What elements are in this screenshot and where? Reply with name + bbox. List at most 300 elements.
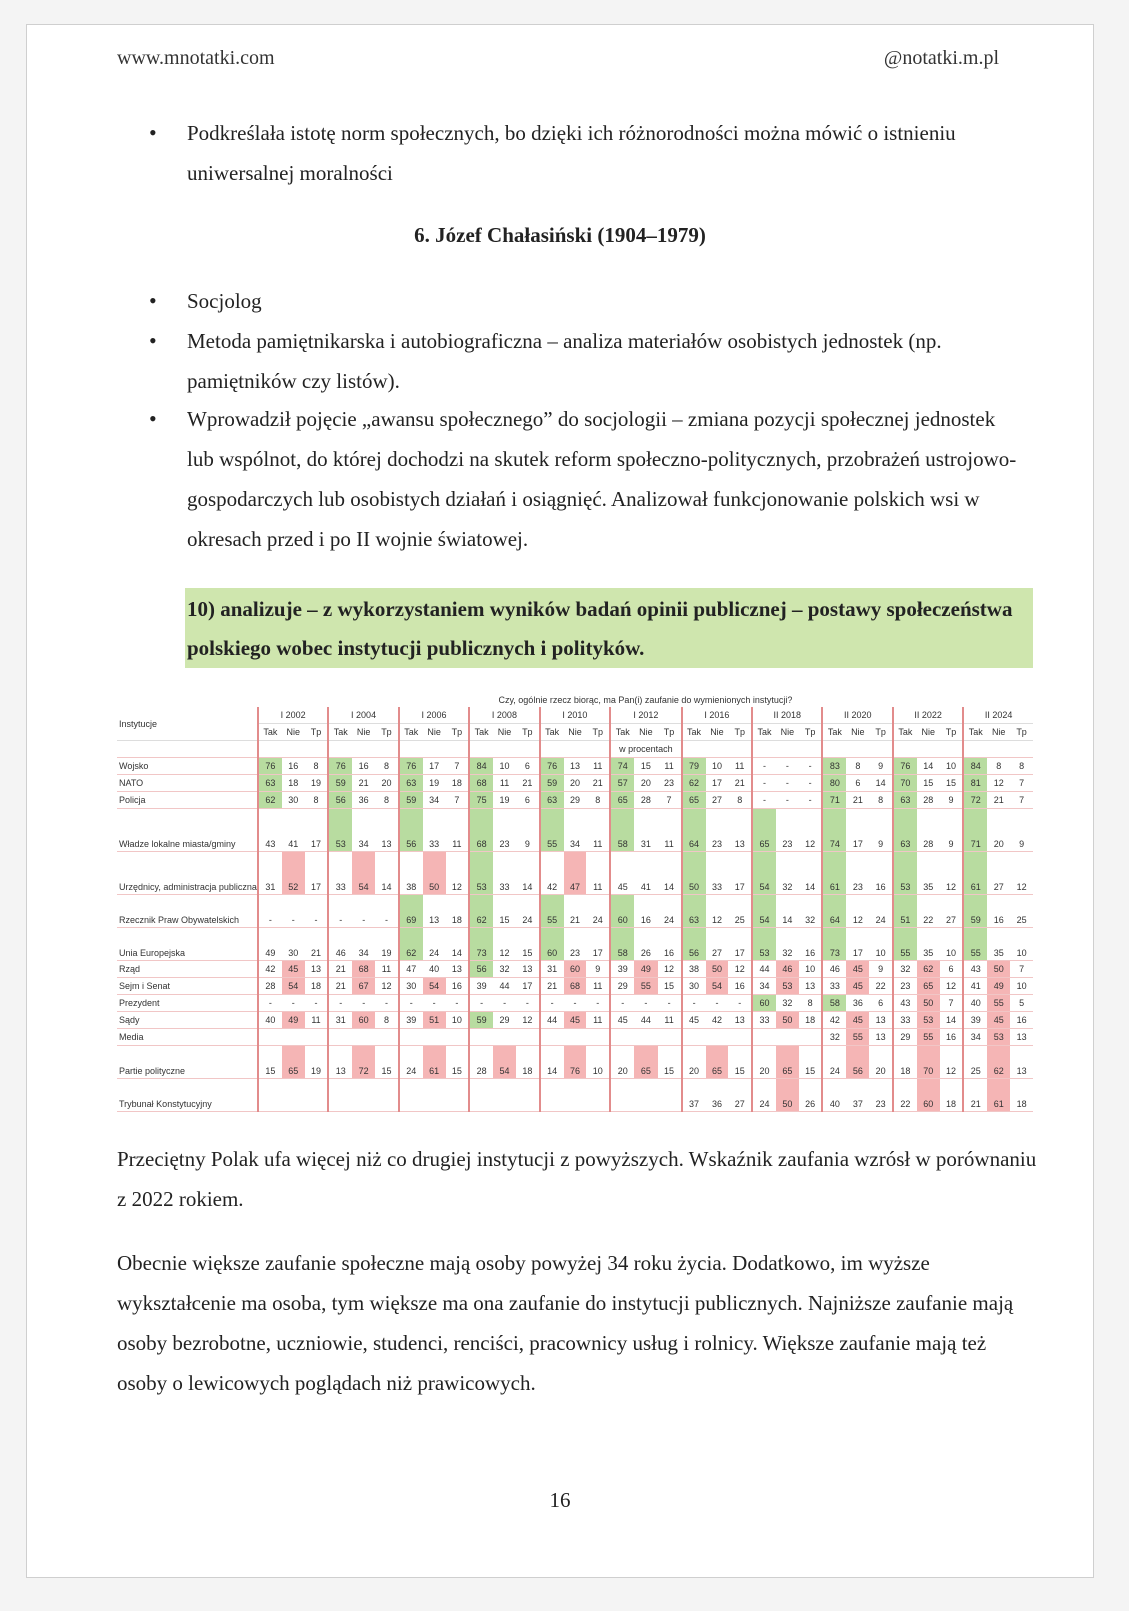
table-cell	[493, 1029, 516, 1046]
table-cell: 45	[610, 852, 634, 895]
table-cell: -	[540, 995, 564, 1012]
table-cell: 53	[776, 978, 799, 995]
table-cell	[305, 1029, 329, 1046]
table-cell: 49	[634, 961, 657, 978]
table-cell: 59	[540, 775, 564, 792]
table-cell: 8	[869, 792, 893, 809]
table-cell: 76	[893, 758, 917, 775]
subcol-header: Nie	[776, 724, 799, 741]
table-cell: 34	[963, 1029, 987, 1046]
table-cell: 46	[776, 961, 799, 978]
table-cell: 21	[540, 978, 564, 995]
table-cell: 14	[917, 758, 940, 775]
table-cell: 23	[564, 928, 587, 961]
table-cell: 13	[1010, 1046, 1033, 1079]
table-cell: 63	[399, 775, 423, 792]
table-cell: 68	[469, 809, 493, 852]
table-cell: 76	[328, 758, 352, 775]
table-cell: 45	[564, 1012, 587, 1029]
table-cell: 36	[706, 1079, 729, 1112]
table-cell: 11	[493, 775, 516, 792]
subcol-header: Tak	[963, 724, 987, 741]
table-cell: 10	[940, 928, 964, 961]
table-cell: -	[375, 995, 399, 1012]
table-row	[117, 758, 1033, 775]
table-cell: 30	[282, 928, 305, 961]
table-cell: 28	[917, 792, 940, 809]
bullet-text: Wprowadził pojęcie „awansu społecznego” do socjologii – zmiana pozycji społecznej jednostek lub wspólnot, do której dochodzi na skutek reform społeczno-politycznych, przobrażeń ustrojowo-gospodarczych lub osobistych działań i osiągnięć. Analizował funkcjonowanie polskich wsi w okresach przed i po II wojnie światowej.	[187, 407, 1017, 551]
institution-name: Trybunał Konstytucyjny	[117, 1079, 258, 1112]
table-cell: 15	[917, 775, 940, 792]
table-cell: -	[516, 995, 540, 1012]
table-cell: 45	[846, 1012, 869, 1029]
bullet-item	[149, 399, 1027, 559]
table-row	[117, 775, 1033, 792]
table-cell: 44	[752, 961, 776, 978]
table-cell: 20	[564, 775, 587, 792]
table-row	[117, 895, 1033, 928]
table-cell: 8	[1010, 758, 1033, 775]
table-cell: 8	[375, 758, 399, 775]
table-cell: 20	[752, 1046, 776, 1079]
table-cell: 17	[728, 852, 752, 895]
table-cell: 45	[987, 1012, 1010, 1029]
table-cell: -	[752, 775, 776, 792]
section-heading: 6. Józef Chałasiński (1904–1979)	[414, 223, 706, 247]
table-cell: -	[799, 775, 823, 792]
table-row	[117, 809, 1033, 852]
table-cell: 34	[352, 928, 375, 961]
table-cell	[446, 1079, 470, 1112]
table-cell: 65	[682, 792, 706, 809]
table-cell: 63	[893, 809, 917, 852]
table-cell: 22	[893, 1079, 917, 1112]
table-cell: 7	[940, 995, 964, 1012]
bullet-text: Podkreślała istotę norm społecznych, bo dzięki ich różnorodności można mówić o istnieniu uniwersalnej moralności	[187, 121, 956, 185]
table-cell: 26	[799, 1079, 823, 1112]
table-cell: 29	[564, 792, 587, 809]
table-row	[117, 995, 1033, 1012]
table-cell: 13	[423, 895, 446, 928]
subcol-header: Tp	[446, 724, 470, 741]
table-cell: -	[328, 895, 352, 928]
table-cell: 21	[516, 775, 540, 792]
subcol-header: Tp	[516, 724, 540, 741]
institution-name: Partie polityczne	[117, 1046, 258, 1079]
table-cell: 35	[917, 852, 940, 895]
table-cell: 32	[776, 995, 799, 1012]
table-cell: 25	[1010, 895, 1033, 928]
table-cell	[799, 1029, 823, 1046]
table-cell: 23	[706, 809, 729, 852]
table-cell: -	[752, 758, 776, 775]
table-cell: 8	[728, 792, 752, 809]
table-cell: 9	[516, 809, 540, 852]
table-cell: 33	[752, 1012, 776, 1029]
table-cell: 33	[423, 809, 446, 852]
table-cell: 17	[305, 852, 329, 895]
table-cell: 18	[940, 1079, 964, 1112]
table-cell: 36	[352, 792, 375, 809]
bullet-text: Socjolog	[187, 289, 262, 313]
year-header: I 2012	[610, 707, 682, 724]
table-cell: 21	[328, 978, 352, 995]
table-cell: -	[799, 792, 823, 809]
table-cell: -	[634, 995, 657, 1012]
table-cell: 13	[516, 961, 540, 978]
table-cell: 29	[493, 1012, 516, 1029]
highlighted-objective: 10) analizuje – z wykorzystaniem wyników badań opinii publicznej – postawy społeczeństwa polskiego wobec instytucji publicznych i polityków.	[185, 588, 1033, 668]
table-cell: 61	[963, 852, 987, 895]
table-cell: 42	[706, 1012, 729, 1029]
table-cell: 11	[586, 758, 610, 775]
subcol-header: Tp	[869, 724, 893, 741]
table-cell: 55	[963, 928, 987, 961]
header-handle: @notatki.m.pl	[883, 47, 999, 69]
table-cell: 18	[282, 775, 305, 792]
table-cell: 51	[423, 1012, 446, 1029]
table-cell: 17	[305, 809, 329, 852]
table-cell: 63	[258, 775, 282, 792]
table-cell: 10	[493, 758, 516, 775]
table-cell: 24	[752, 1079, 776, 1112]
header-website: www.mnotatki.com	[117, 47, 275, 69]
table-cell: 12	[493, 928, 516, 961]
subcol-header: Tak	[682, 724, 706, 741]
table-cell: 50	[917, 995, 940, 1012]
table-cell: 20	[375, 775, 399, 792]
table-cell: 30	[399, 978, 423, 995]
table-cell	[469, 1079, 493, 1112]
table-cell: 40	[423, 961, 446, 978]
table-cell	[610, 1029, 634, 1046]
table-cell: 41	[282, 809, 305, 852]
table-cell: 62	[469, 895, 493, 928]
table-cell: 31	[540, 961, 564, 978]
table-cell: 25	[963, 1046, 987, 1079]
table-cell: 49	[987, 978, 1010, 995]
table-cell: 16	[634, 895, 657, 928]
table-cell: 45	[682, 1012, 706, 1029]
table-cell: 39	[399, 1012, 423, 1029]
table-cell: 8	[799, 995, 823, 1012]
table-cell	[752, 1029, 776, 1046]
table-cell: 58	[610, 809, 634, 852]
table-cell: 7	[1010, 792, 1033, 809]
table-cell: 20	[634, 775, 657, 792]
table-cell: 24	[586, 895, 610, 928]
subcol-header: Tp	[658, 724, 682, 741]
subcol-header: Tak	[399, 724, 423, 741]
table-cell: 71	[963, 809, 987, 852]
table-cell: 47	[399, 961, 423, 978]
table-cell: -	[282, 895, 305, 928]
table-cell: 16	[869, 852, 893, 895]
table-cell: 23	[846, 852, 869, 895]
table-cell: 14	[446, 928, 470, 961]
table-cell: 46	[822, 961, 846, 978]
table-cell: -	[776, 758, 799, 775]
table-cell: 32	[493, 961, 516, 978]
table-cell	[258, 1079, 282, 1112]
table-cell	[399, 1079, 423, 1112]
table-cell	[516, 1029, 540, 1046]
table-cell: 53	[469, 852, 493, 895]
table-cell: 63	[893, 792, 917, 809]
institution-name: Urzędnicy, administracja publiczna	[117, 852, 258, 895]
table-cell: 8	[586, 792, 610, 809]
table-cell: 10	[799, 961, 823, 978]
table-cell: 60	[752, 995, 776, 1012]
table-cell: 61	[822, 852, 846, 895]
table-cell: 9	[940, 792, 964, 809]
subcol-header: Nie	[564, 724, 587, 741]
table-cell: -	[305, 995, 329, 1012]
table-cell: 9	[869, 809, 893, 852]
table-cell: 7	[446, 758, 470, 775]
table-cell: 19	[375, 928, 399, 961]
table-cell: 13	[869, 1012, 893, 1029]
subcol-header: Nie	[493, 724, 516, 741]
table-cell: 32	[822, 1029, 846, 1046]
table-cell: 16	[1010, 1012, 1033, 1029]
unit-note: w procentach	[610, 741, 682, 758]
table-cell: 8	[375, 1012, 399, 1029]
table-cell: 14	[540, 1046, 564, 1079]
table-cell: 33	[706, 852, 729, 895]
table-cell: 23	[658, 775, 682, 792]
table-cell: 57	[610, 775, 634, 792]
subcol-header: Tak	[258, 724, 282, 741]
institution-name: NATO	[117, 775, 258, 792]
table-cell: 35	[917, 928, 940, 961]
table-cell: 15	[493, 895, 516, 928]
table-cell: 36	[846, 995, 869, 1012]
table-cell: 49	[258, 928, 282, 961]
subcol-header: Tak	[752, 724, 776, 741]
table-cell: 27	[706, 928, 729, 961]
table-cell: -	[610, 995, 634, 1012]
table-row	[117, 792, 1033, 809]
table-cell: 31	[258, 852, 282, 895]
table-cell: 65	[706, 1046, 729, 1079]
table-cell	[423, 1079, 446, 1112]
table-cell: 16	[940, 1029, 964, 1046]
institution-name: Unia Europejska	[117, 928, 258, 961]
table-cell: 59	[963, 895, 987, 928]
table-cell: 62	[917, 961, 940, 978]
bullet-item	[149, 113, 1027, 193]
table-cell: 24	[516, 895, 540, 928]
table-cell: 16	[282, 758, 305, 775]
year-header: I 2008	[469, 707, 539, 724]
table-cell: 76	[540, 758, 564, 775]
table-cell: 64	[822, 895, 846, 928]
table-cell	[282, 1079, 305, 1112]
table-cell: 6	[940, 961, 964, 978]
table-cell: 16	[728, 978, 752, 995]
table-cell: 55	[540, 809, 564, 852]
table-cell: -	[469, 995, 493, 1012]
blank-cell	[682, 741, 752, 758]
table-cell: 31	[634, 809, 657, 852]
table-cell: 60	[917, 1079, 940, 1112]
table-cell: 55	[987, 995, 1010, 1012]
table-cell	[375, 1079, 399, 1112]
table-cell: 62	[258, 792, 282, 809]
table-row	[117, 978, 1033, 995]
table-cell: 31	[328, 1012, 352, 1029]
table-cell: 62	[399, 928, 423, 961]
table-cell: 65	[610, 792, 634, 809]
table-cell: 41	[634, 852, 657, 895]
table-cell: 16	[446, 978, 470, 995]
table-cell: 30	[682, 978, 706, 995]
table-cell: 53	[893, 852, 917, 895]
table-cell: 33	[493, 852, 516, 895]
table-cell: 20	[682, 1046, 706, 1079]
institution-name: Rząd	[117, 961, 258, 978]
table-cell: 54	[493, 1046, 516, 1079]
table-cell: 42	[822, 1012, 846, 1029]
table-cell: -	[799, 758, 823, 775]
table-cell	[282, 1029, 305, 1046]
table-cell: 19	[305, 775, 329, 792]
table-cell: 63	[540, 792, 564, 809]
table-cell: 17	[706, 775, 729, 792]
blank-cell	[822, 741, 892, 758]
table-cell: -	[728, 995, 752, 1012]
subcol-header: Tp	[375, 724, 399, 741]
table-cell: 18	[1010, 1079, 1033, 1112]
table-cell: 81	[963, 775, 987, 792]
table-cell	[493, 1079, 516, 1112]
bullet-icon: •	[149, 328, 157, 353]
table-cell	[728, 1029, 752, 1046]
table-cell: 76	[564, 1046, 587, 1079]
blank-cell	[399, 741, 469, 758]
table-cell: -	[776, 792, 799, 809]
table-cell: 34	[423, 792, 446, 809]
table-cell: 11	[586, 1012, 610, 1029]
table-cell: 16	[658, 928, 682, 961]
table-cell: 17	[728, 928, 752, 961]
table-cell: 23	[869, 1079, 893, 1112]
table-cell: 18	[799, 1012, 823, 1029]
table-cell: 60	[352, 1012, 375, 1029]
table-cell: 6	[516, 758, 540, 775]
table-cell: 12	[846, 895, 869, 928]
table-cell: 73	[469, 928, 493, 961]
table-cell: 60	[564, 961, 587, 978]
table-cell: 39	[610, 961, 634, 978]
table-cell: 13	[564, 758, 587, 775]
table-row	[117, 1046, 1033, 1079]
table-cell: 80	[822, 775, 846, 792]
subcol-header: Nie	[917, 724, 940, 741]
trust-table-grid	[117, 693, 1033, 1112]
table-cell	[658, 1029, 682, 1046]
table-cell: 24	[822, 1046, 846, 1079]
table-cell: 72	[963, 792, 987, 809]
table-cell: 12	[940, 1046, 964, 1079]
table-cell: 59	[328, 775, 352, 792]
blank-cell	[469, 741, 539, 758]
table-cell: 12	[799, 809, 823, 852]
table-cell: 15	[658, 978, 682, 995]
institution-name: Sejm i Senat	[117, 978, 258, 995]
table-cell: 52	[282, 852, 305, 895]
institution-name: Władze lokalne miasta/gminy	[117, 809, 258, 852]
table-cell: 53	[328, 809, 352, 852]
table-cell: 76	[258, 758, 282, 775]
table-cell: 54	[423, 978, 446, 995]
subcol-header: Tak	[328, 724, 352, 741]
table-cell	[564, 1029, 587, 1046]
table-cell: 54	[706, 978, 729, 995]
table-cell: 27	[706, 792, 729, 809]
table-cell: 70	[917, 1046, 940, 1079]
table-cell: 44	[540, 1012, 564, 1029]
table-cell: 21	[564, 895, 587, 928]
table-cell: 14	[799, 852, 823, 895]
table-cell: 43	[963, 961, 987, 978]
unit-row	[117, 741, 1033, 758]
bullet-icon: •	[149, 120, 157, 145]
table-cell: 14	[940, 1012, 964, 1029]
subcol-header: Tp	[586, 724, 610, 741]
institution-name: Rzecznik Praw Obywatelskich	[117, 895, 258, 928]
table-cell: 15	[658, 1046, 682, 1079]
table-cell	[540, 1079, 564, 1112]
table-cell: 60	[540, 928, 564, 961]
table-cell: 61	[987, 1079, 1010, 1112]
table-cell: 43	[258, 809, 282, 852]
blank-cell	[893, 741, 963, 758]
subcol-header: Nie	[423, 724, 446, 741]
table-cell: -	[328, 995, 352, 1012]
table-cell: 14	[516, 852, 540, 895]
table-cell: 21	[305, 928, 329, 961]
table-cell: 10	[869, 928, 893, 961]
table-cell: 58	[822, 995, 846, 1012]
table-cell: 59	[399, 792, 423, 809]
table-cell: 15	[446, 1046, 470, 1079]
table-cell: -	[564, 995, 587, 1012]
table-cell: 39	[469, 978, 493, 995]
table-cell: 28	[917, 809, 940, 852]
table-cell	[586, 1029, 610, 1046]
table-cell: 42	[258, 961, 282, 978]
table-cell: 5	[1010, 995, 1033, 1012]
table-cell: 32	[799, 895, 823, 928]
subcol-header: Nie	[987, 724, 1010, 741]
blank-cell	[540, 741, 610, 758]
bullet-item	[149, 281, 1027, 321]
table-cell: 38	[682, 961, 706, 978]
table-cell: 22	[917, 895, 940, 928]
table-row	[117, 1079, 1033, 1112]
table-cell	[352, 1029, 375, 1046]
table-cell: 41	[963, 978, 987, 995]
table-cell: 6	[846, 775, 869, 792]
subcol-header: Nie	[352, 724, 375, 741]
table-cell: 51	[893, 895, 917, 928]
bullet-icon: •	[149, 406, 157, 431]
subcol-header: Tak	[893, 724, 917, 741]
blank-cell	[328, 741, 398, 758]
table-cell: 11	[658, 758, 682, 775]
